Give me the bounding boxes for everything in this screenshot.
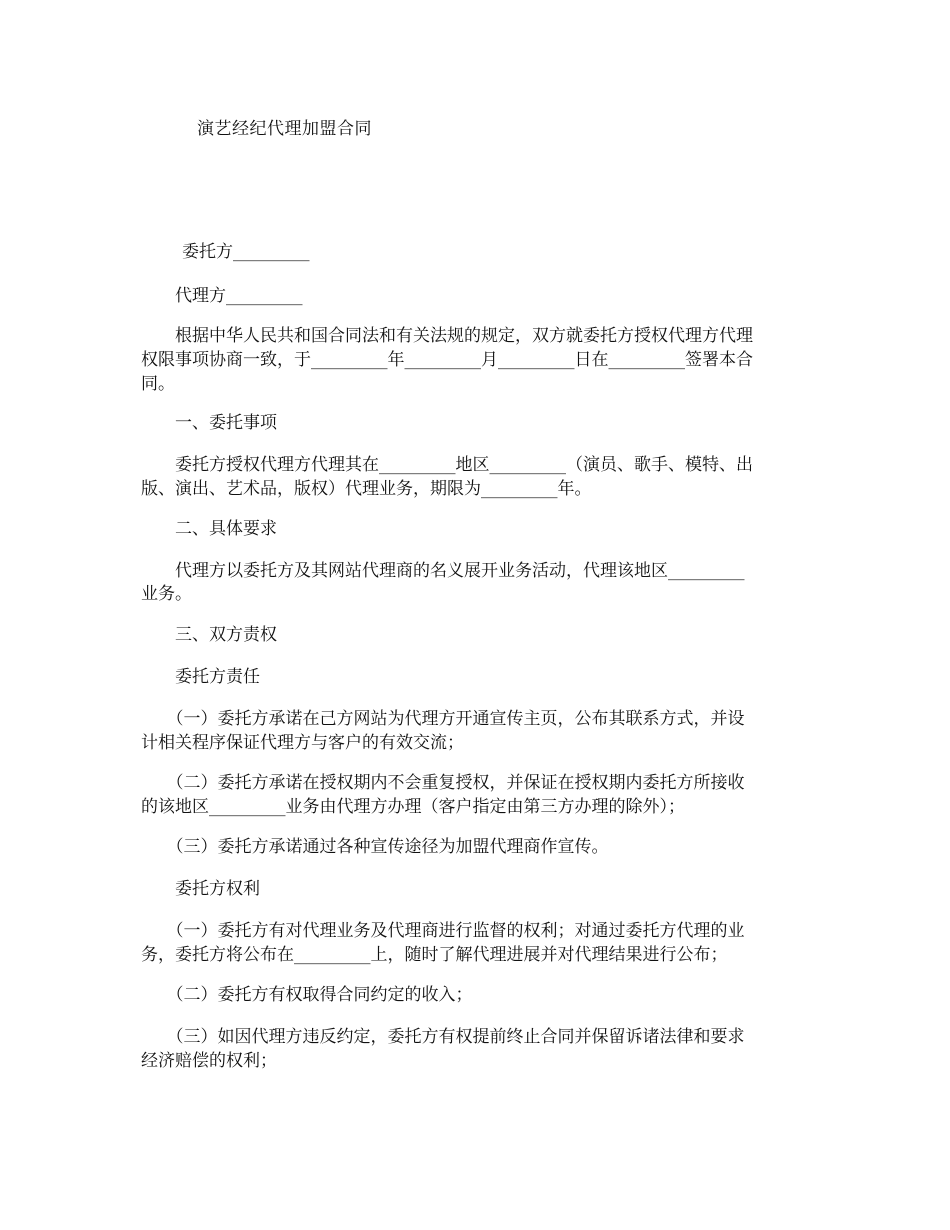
right-1-line-2: 务，委托方将公布在_________上，随时了解代理进展并对代理结果进行公布；	[141, 945, 728, 965]
document-title: 演艺经纪代理加盟合同	[197, 119, 372, 139]
responsibility-2-line-1: （二）委托方承诺在授权期内不会重复授权，并保证在授权期内委托方所接收	[141, 773, 745, 793]
right-2-line-1: （二）委托方有权取得合同约定的收入；	[141, 985, 473, 1005]
section-heading-2: 二、具体要求	[141, 519, 277, 539]
section-2-line-1: 代理方以委托方及其网站代理商的名义展开业务活动，代理该地区_________	[141, 561, 745, 581]
right-3-line-2: 经济赔偿的权利；	[141, 1051, 277, 1071]
right-3-line-1: （三）如因代理方违反约定，委托方有权提前终止合同并保留诉诸法律和要求	[141, 1027, 745, 1047]
preamble-line-1: 根据中华人民共和国合同法和有关法规的规定，双方就委托方授权代理方代理	[141, 326, 753, 346]
section-2-line-2: 业务。	[141, 584, 192, 604]
right-1-line-1: （一）委托方有对代理业务及代理商进行监督的权利；对通过委托方代理的业	[141, 921, 745, 941]
agent-party-line: 代理方_________	[141, 286, 303, 306]
subheading-responsibilities: 委托方责任	[141, 667, 260, 687]
responsibility-3-line-1: （三）委托方承诺通过各种宣传途径为加盟代理商作宣传。	[141, 837, 609, 857]
section-1-line-2: 版、演出、艺术品，版权）代理业务，期限为_________年。	[141, 479, 592, 499]
section-1-line-1: 委托方授权代理方代理其在_________地区_________（演员、歌手、模特、出	[141, 455, 753, 475]
entrusting-party-line: 委托方_________	[148, 242, 310, 262]
section-heading-1: 一、委托事项	[141, 413, 277, 433]
subheading-rights: 委托方权利	[141, 879, 260, 899]
preamble-line-3: 同。	[141, 374, 175, 394]
responsibility-2-line-2: 的该地区_________业务由代理方办理（客户指定由第三方办理的除外）；	[141, 797, 685, 817]
section-heading-3: 三、双方责权	[141, 625, 277, 645]
responsibility-1-line-1: （一）委托方承诺在己方网站为代理方开通宣传主页，公布其联系方式，并设	[141, 709, 745, 729]
preamble-line-2: 权限事项协商一致，于_________年_________月_________日在_________签署本合	[141, 350, 753, 370]
responsibility-1-line-2: 计相关程序保证代理方与客户的有效交流；	[141, 733, 464, 753]
